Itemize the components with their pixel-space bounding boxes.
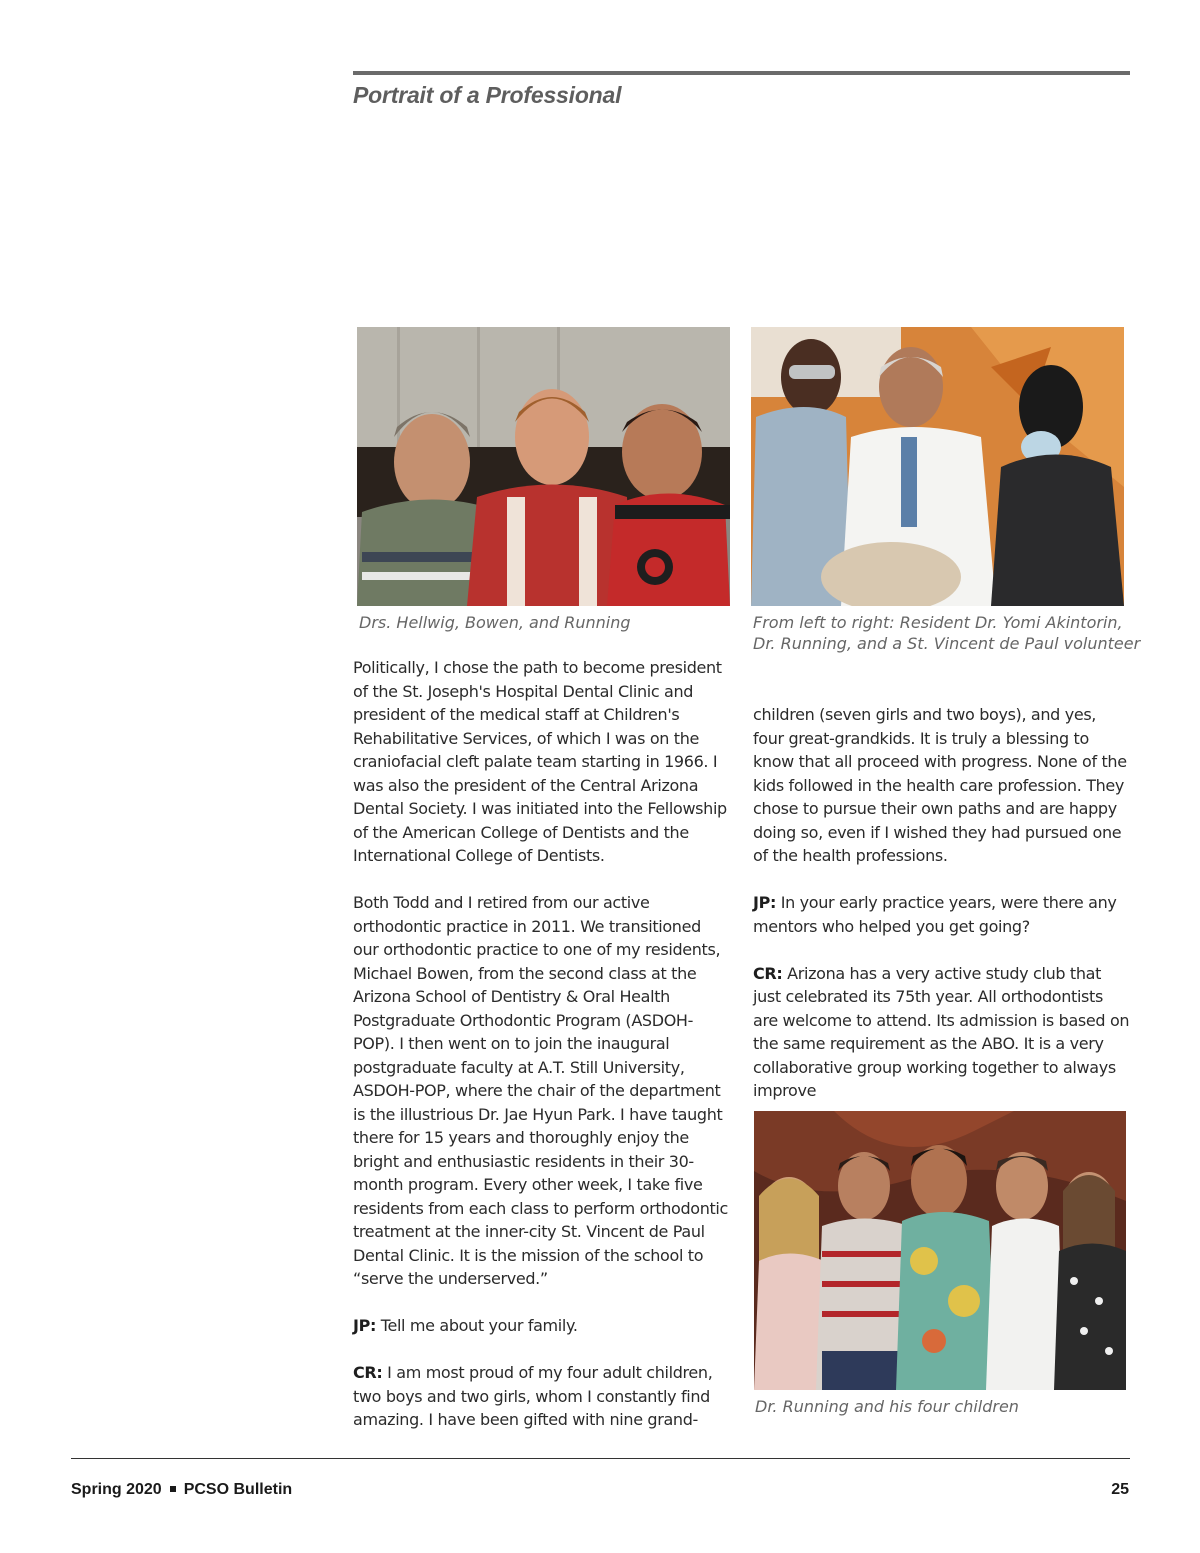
answer-text: I am most proud of my four adult children, two boys and two girls, whom I constantly find amazing. I have been gifted with nine grand- (353, 1363, 713, 1429)
photo1-caption: Drs. Hellwig, Bowen, and Running (359, 613, 631, 632)
right-paragraph-1: children (seven girls and two boys), and yes, four great-grandkids. It is truly a blessing to know that all proceed with progress. None of the kids followed in the health care profession. They chose to pursue their own paths and are happy doing so, even if I wished they had pursued one of the health professions. (753, 705, 1127, 865)
bullet-square-icon (170, 1486, 176, 1492)
question-mentors (753, 891, 1130, 938)
speaker-jp: JP: (753, 893, 777, 912)
photo2-caption-line1: From left to right: Resident Dr. Yomi Akintorin, (753, 613, 1123, 632)
right-column (753, 703, 1130, 1126)
speaker-cr: CR: (353, 1363, 383, 1382)
page-number: 25 (1111, 1481, 1129, 1498)
photo-three-men (357, 327, 730, 606)
left-paragraph-2: Both Todd and I retired from our active orthodontic practice in 2011. We transitioned our orthodontic practice to one of my residents, Michael Bowen, from the second class at the Arizona School of Dentistry & Oral Health Postgraduate Orthodontic Program (ASDOH-POP). I then went on to join the inaugural postgraduate faculty at A.T. Still University, ASDOH-POP, where the chair of the department is the illustrious Dr. Jae Hyun Park. I have taught there for 15 years and thoroughly enjoy the bright and enthusiastic residents in their 30-month program. Every other week, I take five residents from each class to perform orthodontic treatment at the inner-city St. Vincent de Paul Dental Clinic. It is the mission of the school to “serve the underserved.” (353, 893, 728, 1288)
speaker-cr: CR: (753, 963, 783, 983)
answer-text: Arizona has a very active study club that just celebrated its 75th year. All orthodontists are welcome to attend. Its admission is based on the same requirement as the ABO. It is a very collaborative group working together to always improve (753, 963, 1130, 1100)
photo-family-group (754, 1111, 1126, 1390)
top-rule (353, 71, 1130, 75)
footer-issue (71, 1481, 292, 1499)
photo3-caption: Dr. Running and his four children (755, 1397, 1019, 1416)
left-column (353, 656, 730, 1455)
photo-dental-clinic (751, 327, 1124, 606)
answer-mentors (753, 962, 1130, 1103)
photo2-caption-line2: Dr. Running, and a St. Vincent de Paul volunteer (753, 634, 1141, 653)
question-text: In your early practice years, were there any mentors who helped you get going? (753, 893, 1117, 936)
speaker-jp: JP: (353, 1316, 377, 1335)
question-text: Tell me about your family. (376, 1316, 578, 1335)
question-family (353, 1314, 730, 1338)
left-paragraph-1: Politically, I chose the path to become president of the St. Joseph's Hospital Dental Clinic and president of the medical staff at Children's Rehabilitative Services, of which I was on the craniofacial cleft palate team starting in 1966. I was also the president of the Central Arizona Dental Society. I was initiated into the Fellowship of the American College of Dentists and the International College of Dentists. (353, 658, 727, 865)
section-title: Portrait of a Professional (353, 82, 622, 108)
answer-family (353, 1361, 730, 1432)
footer-publication: PCSO Bulletin (183, 1481, 293, 1498)
footer-issue-date: Spring 2020 (71, 1481, 162, 1498)
footer-rule (71, 1458, 1130, 1459)
